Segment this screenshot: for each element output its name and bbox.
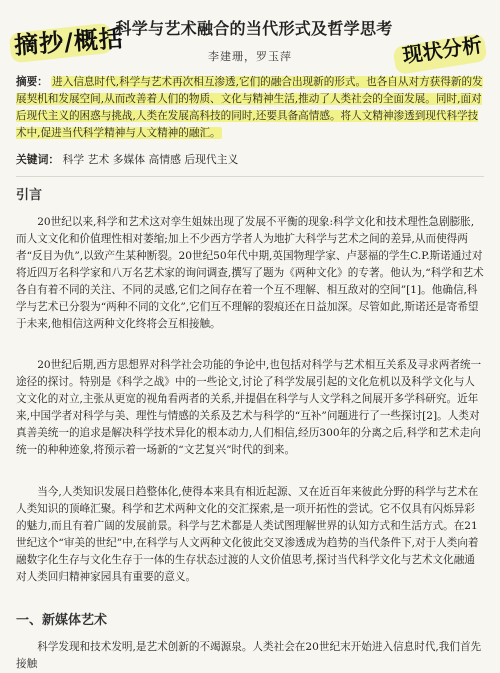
abstract-label: 摘要： — [16, 76, 48, 88]
abstract-block — [16, 74, 484, 142]
paragraph-2-text: 20世纪后期,西方思想界对科学社会功能的争论中,也包括对科学与艺术相互关系及寻求两者统一途径的探讨。特别是《科学之战》中的一些论文,讨论了科学发展引起的文化危机以及科学文化与人文文化的对立,主张从更宽的视角看两者的关系,并提倡在科学与人文学科之间展开多学科研究。近年来,中国学者对科学与美、理性与情感的关系及艺术与科学的“互补”问题进行了一些探讨[2]。人类对真善美统一的追求是解决科学技术异化的根本动力,人们相信,经历300年的分离之后,科学和艺术走向统一的种种迹象,将预示着一场新的“文艺复兴”时代的到来。 — [16, 359, 482, 456]
paragraph-1 — [16, 214, 484, 333]
keywords-label: 关键词： — [16, 153, 60, 166]
paragraph-3 — [16, 484, 484, 586]
divider — [16, 176, 484, 177]
paper-authors: 李建珊，罗玉萍 — [208, 50, 292, 63]
paragraph-3-text: 当今,人类知识发展日趋整体化,使得本来具有相近起源、又在近百年来彼此分野的科学与艺术在人类知识的顶峰汇聚。科学和艺术两种文化的交汇探索,是一项开拓性的尝试。它不仅具有闪烁异彩的魅力,而且有着广阔的发展前景。科学与艺术都是人类试图理解世界的认知方式和生活方式。在21世纪这个“审美的世纪”中,在科学与人文两种文化彼此交叉渗透成为趋势的当代条件下,对于人类向着融数字化生存与文化生存于一体的生存状态过渡的人文价值思考,探讨当代科学文化与艺术文化融通对人类回归精神家园具有重要的意义。 — [16, 486, 479, 583]
keywords-text: 科学 艺术 多媒体 高情感 后现代主义 — [62, 153, 239, 166]
paper-title: 科学与艺术融合的当代形式及哲学思考 — [115, 19, 393, 38]
abstract-text: 进入信息时代,科学与艺术再次相互渗透,它们的融合出现新的形式。也各自从对方获得新的发展契机和发展空间,从而改善着人们的物质、文化与精神生活,推动了人类社会的全面发展。同时,面对后现代主义的困惑与挑战,人类在发展高科技的同时,还要具备高情感。将人文精神渗透到现代科学技术中,促进当代科学精神与人文精神的融汇。 — [16, 76, 483, 139]
paragraph-1-text: 20世纪以来,科学和艺术这对孪生姐妹出现了发展不平衡的现象:科学文化和技术理性急剧膨胀,而人文文化和价值理性相对萎缩;加上不少西方学者人为地扩大科学与艺术之间的差异,从而使得两者“反目为仇”,以致产生某种断裂。20世纪50年代中期,英国物理学家、卢瑟福的学生C.P.斯诺通过对将近四万名科学家和八万名艺术家的询问调查,撰写了题为《两种文化》的专著。他认为,“科学和艺术各自有着不同的关注、不同的灵感,它们之间存在着一个互不理解、相互敌对的空间”[1]。他确信,科学与艺术已分裂为“两种不同的文化”,它们互不理解的裂痕还在日益加深。尽管如此,斯诺还是寄希望于未来,他相信这两种文化终将会互相接触。 — [16, 216, 484, 330]
paragraph-4-text: 科学发现和技术发明,是艺术创新的不竭源泉。人类社会在20世纪末开始进入信息时代,我们首先接触 — [16, 641, 482, 670]
keywords-block — [16, 151, 484, 168]
section-title-intro: 引言 — [16, 188, 43, 203]
handwritten-note-left: 摘抄/概括 — [13, 24, 125, 60]
paragraph-4 — [16, 639, 484, 673]
handwritten-note-right: 现状分析 — [400, 32, 484, 68]
paragraph-2 — [16, 357, 484, 459]
section-title-new-media: 一、新媒体艺术 — [16, 613, 108, 628]
